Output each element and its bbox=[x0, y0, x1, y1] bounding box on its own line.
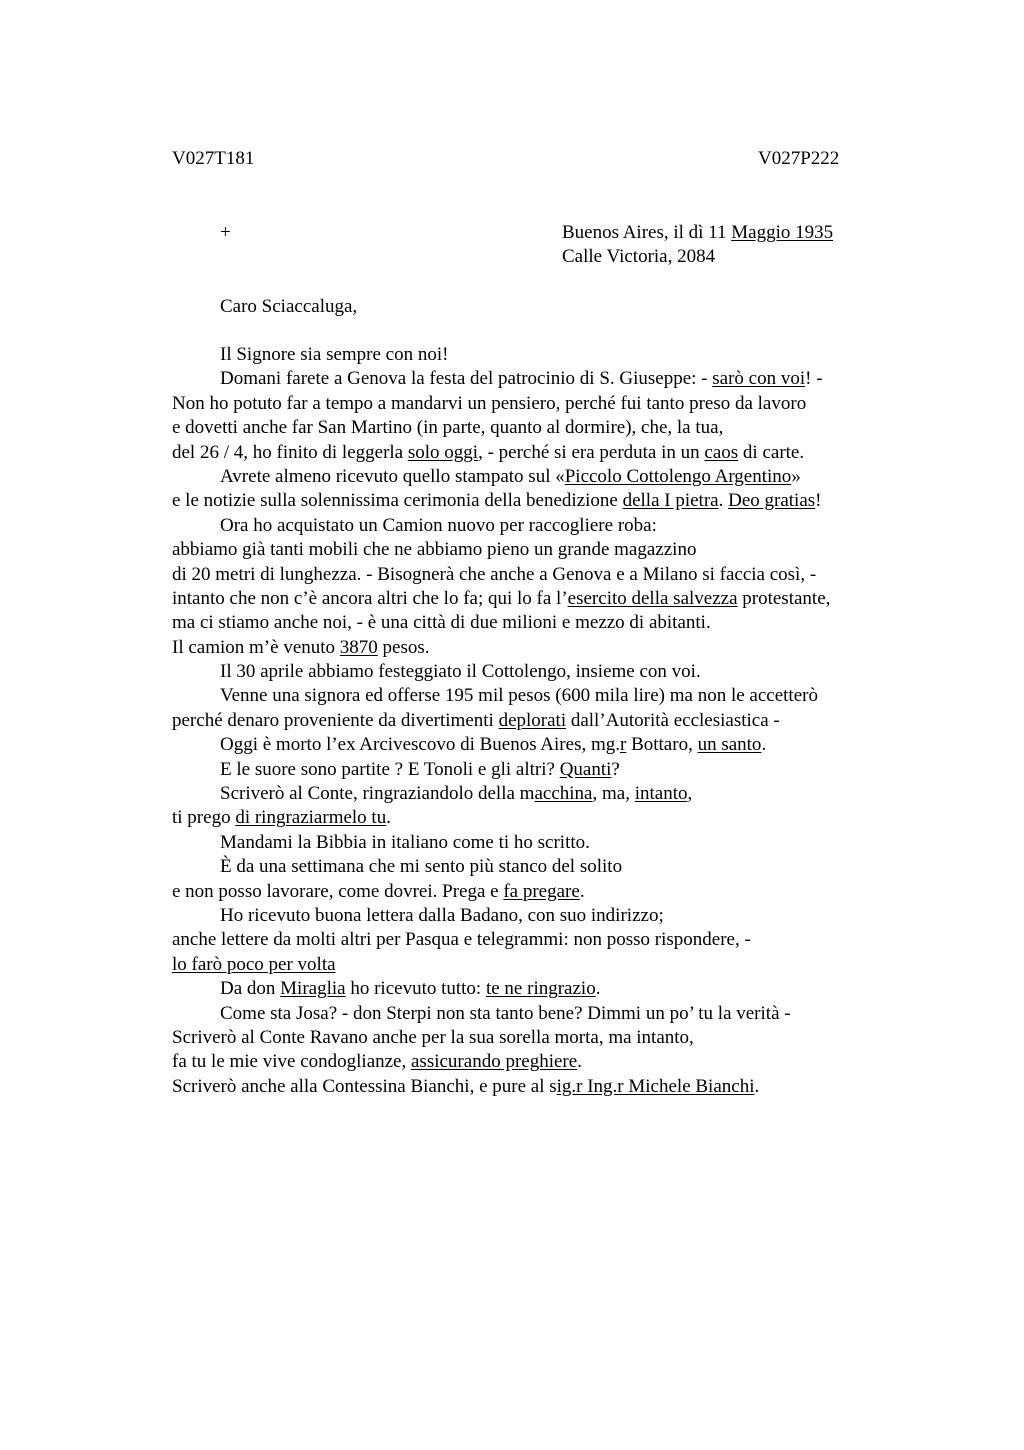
line-text: , bbox=[687, 783, 693, 805]
line-text: , ma, bbox=[592, 783, 635, 805]
letter-line bbox=[172, 660, 932, 684]
letter-line bbox=[172, 538, 932, 562]
line-text: di 20 metri di lunghezza. - Bisognerà che anche a Genova e a Milano si faccia così, - bbox=[172, 563, 817, 585]
letter-line bbox=[172, 441, 932, 465]
line-text: del 26 / 4, ho finito di leggerla bbox=[172, 441, 408, 463]
letter-line bbox=[172, 831, 932, 855]
letter-line bbox=[172, 806, 932, 830]
line-text: ! bbox=[815, 490, 822, 512]
letter-line bbox=[172, 880, 932, 904]
underlined-text: acchina bbox=[534, 783, 593, 805]
letter-line bbox=[172, 465, 932, 489]
underlined-text: lo farò poco per volta bbox=[172, 953, 336, 975]
line-text: Il 30 aprile abbiamo festeggiato il Cottolengo, insieme con voi. bbox=[220, 661, 701, 683]
underlined-text: un santo bbox=[697, 734, 762, 756]
letter-line bbox=[172, 758, 932, 782]
underlined-text: della I pietra bbox=[622, 490, 719, 512]
line-text: Come sta Josa? - don Sterpi non sta tanto bene? Dimmi un po’ tu la verità - bbox=[220, 1002, 791, 1024]
line-text: , - perché si era perduta in un bbox=[478, 441, 705, 463]
line-text: di carte. bbox=[738, 441, 805, 463]
place-date-underlined: Maggio 1935 bbox=[731, 222, 834, 243]
underlined-text: solo oggi bbox=[407, 441, 479, 463]
line-text: ! - bbox=[805, 368, 823, 390]
underlined-text: assicurando preghiere bbox=[411, 1051, 578, 1073]
line-text: e le notizie sulla solennissima cerimonia della benedizione bbox=[172, 490, 623, 512]
letter-line bbox=[172, 343, 932, 367]
letter-line bbox=[172, 1002, 932, 1026]
letter-line bbox=[172, 563, 932, 587]
line-text: . bbox=[754, 1075, 760, 1097]
letter-line bbox=[172, 928, 932, 952]
underlined-text: te ne ringrazio bbox=[485, 978, 596, 1000]
line-text: Oggi è morto l’ex Arcivescovo di Buenos Aires, mg. bbox=[220, 734, 620, 756]
line-text: e non posso lavorare, come dovrei. Prega e bbox=[172, 880, 504, 902]
line-text: Ora ho acquistato un Camion nuovo per raccogliere roba: bbox=[220, 514, 657, 536]
line-text: anche lettere da molti altri per Pasqua e telegrammi: non posso rispondere, - bbox=[172, 929, 751, 951]
line-text: intanto che non c’è ancora altri che lo fa; qui lo fa l’ bbox=[172, 587, 568, 609]
underlined-text: caos bbox=[704, 441, 739, 463]
letter-line bbox=[172, 416, 932, 440]
letter-line bbox=[172, 709, 932, 733]
underlined-text: Miraglia bbox=[280, 978, 346, 1000]
line-text: Avrete almeno ricevuto quello stampato sul « bbox=[220, 465, 565, 487]
underlined-text: esercito della salvezza bbox=[567, 587, 738, 609]
letter-line bbox=[172, 977, 932, 1001]
line-text: Ho ricevuto buona lettera dalla Badano, con suo indirizzo; bbox=[220, 904, 664, 926]
letter-line bbox=[172, 636, 932, 660]
letter-line bbox=[172, 904, 932, 928]
line-text: ho ricevuto tutto: bbox=[345, 978, 486, 1000]
letter-line bbox=[172, 855, 932, 879]
line-text: . bbox=[761, 734, 767, 756]
line-text: . bbox=[595, 978, 601, 1000]
letter-line bbox=[172, 514, 932, 538]
underlined-text: Piccolo Cottolengo Argentino bbox=[564, 465, 792, 487]
letter-line bbox=[172, 587, 932, 611]
salutation: Caro Sciaccaluga, bbox=[220, 296, 358, 317]
line-text: E le suore sono partite ? E Tonoli e gli altri? bbox=[220, 758, 560, 780]
underlined-text: 3870 bbox=[339, 636, 378, 658]
document-code-left: V027T181 bbox=[172, 148, 255, 169]
line-text: e dovetti anche far San Martino (in parte, quanto al dormire), che, la tua, bbox=[172, 417, 724, 439]
line-text: Bottaro, bbox=[626, 734, 698, 756]
underlined-text: ig.r Ing.r Michele Bianchi bbox=[556, 1075, 755, 1097]
line-text: Venne una signora ed offerse 195 mil pesos (600 mila lire) ma non le accetterò bbox=[220, 685, 818, 707]
document-code-right: V027P222 bbox=[758, 148, 840, 169]
line-text: Scriverò anche alla Contessina Bianchi, e pure al s bbox=[172, 1075, 557, 1097]
line-text: È da una settimana che mi sento più stanco del solito bbox=[220, 856, 623, 878]
line-text: protestante, bbox=[737, 587, 831, 609]
line-text: Mandami la Bibbia in italiano come ti ho scritto. bbox=[220, 831, 590, 853]
underlined-text: sarò con voi bbox=[712, 368, 806, 390]
letter-line bbox=[172, 1026, 932, 1050]
underlined-text: r bbox=[620, 734, 627, 756]
underlined-text: fa pregare bbox=[503, 880, 580, 902]
line-text: Scriverò al Conte Ravano anche per la sua sorella morta, ma intanto, bbox=[172, 1026, 694, 1048]
line-text: Non ho potuto far a tempo a mandarvi un pensiero, perché fui tanto preso da lavoro bbox=[172, 392, 807, 414]
letter-line bbox=[172, 367, 932, 391]
line-text: Scriverò al Conte, ringraziandolo della m bbox=[220, 783, 535, 805]
place-date-prefix: Buenos Aires, il dì 11 bbox=[562, 222, 732, 243]
line-text: Il camion m’è venuto bbox=[172, 636, 340, 658]
line-text: fa tu le mie vive condoglianze, bbox=[172, 1051, 411, 1073]
line-text: . bbox=[718, 490, 729, 512]
letter-line bbox=[172, 733, 932, 757]
letter-line bbox=[172, 1050, 932, 1074]
line-text: Da don bbox=[220, 978, 281, 1000]
line-text: perché denaro proveniente da divertimenti bbox=[172, 709, 499, 731]
underlined-text: intanto bbox=[634, 783, 688, 805]
line-text: . bbox=[386, 807, 391, 829]
letter-line bbox=[172, 611, 932, 635]
address: Calle Victoria, 2084 bbox=[562, 246, 716, 267]
place-date bbox=[562, 221, 833, 245]
letter-line bbox=[172, 489, 932, 513]
underlined-text: Deo gratias bbox=[728, 490, 816, 512]
letter-line bbox=[172, 1075, 932, 1099]
line-text: abbiamo già tanti mobili che ne abbiamo pieno un grande magazzino bbox=[172, 539, 697, 561]
underlined-text: Quanti bbox=[559, 758, 612, 780]
line-text: . bbox=[579, 880, 585, 902]
underlined-text: deplorati bbox=[498, 709, 567, 731]
letter-line bbox=[172, 953, 932, 977]
letter-body bbox=[172, 343, 932, 1099]
line-text: Domani farete a Genova la festa del patrocinio di S. Giuseppe: - bbox=[220, 368, 713, 390]
line-text: dall’Autorità ecclesiastica - bbox=[566, 709, 780, 731]
line-text: pesos. bbox=[377, 636, 430, 658]
line-text: ti prego bbox=[172, 807, 236, 829]
underlined-text: di ringraziarmelo tu bbox=[235, 807, 387, 829]
letter-line bbox=[172, 684, 932, 708]
line-text: » bbox=[791, 465, 801, 487]
cross-symbol: + bbox=[220, 222, 231, 243]
line-text: ? bbox=[611, 758, 620, 780]
letter-line bbox=[172, 782, 932, 806]
line-text: ma ci stiamo anche noi, - è una città di due milioni e mezzo di abitanti. bbox=[172, 612, 711, 634]
letter-line bbox=[172, 392, 932, 416]
line-text: Il Signore sia sempre con noi! bbox=[220, 344, 449, 365]
line-text: . bbox=[577, 1051, 582, 1073]
